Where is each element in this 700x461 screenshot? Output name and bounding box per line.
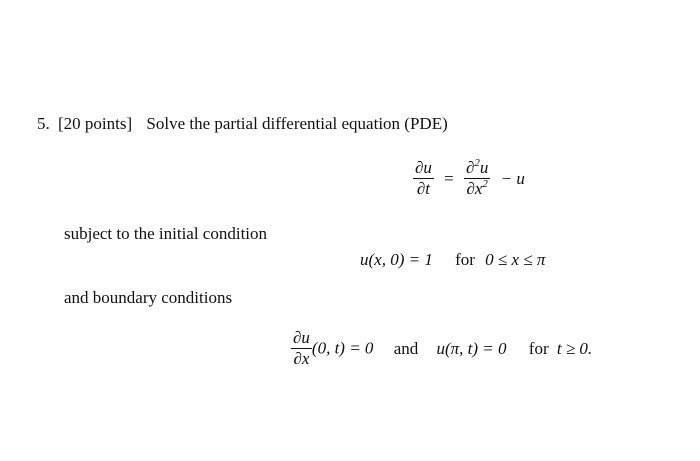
problem-header <box>37 114 448 134</box>
dx2-denominator: $\partial x^2$ <box>466 178 488 198</box>
boundary-conditions-label: and boundary conditions <box>64 288 233 307</box>
d2u-numerator: ∂$^2$u <box>466 157 489 177</box>
dt-denominator: ∂t <box>416 179 431 198</box>
du-dt-fraction <box>413 158 434 199</box>
initial-condition-equation <box>360 250 545 270</box>
problem-statement: Solve the partial differential equation (PDE) <box>146 114 448 133</box>
du-dx-numerator: ∂u <box>293 328 310 347</box>
du-dx-denominator: ∂x <box>293 349 310 368</box>
initial-for: for <box>455 250 475 269</box>
d2u-dx2-fraction <box>464 158 490 199</box>
boundary-conditions-equation <box>291 328 592 369</box>
boundary-and: and <box>393 338 419 358</box>
initial-lhs: u(x, 0) = 1 <box>360 250 433 269</box>
problem-points: [20 points] <box>58 114 133 133</box>
boundary-for: for <box>528 338 549 358</box>
boundary-range: t ≥ 0. <box>556 338 593 358</box>
boundary-cond2: u(π, t) = 0 <box>436 338 507 358</box>
equals-sign: = <box>444 168 454 188</box>
initial-condition-label: subject to the initial condition <box>64 224 268 243</box>
du-dx-fraction <box>291 328 312 369</box>
du-numerator: ∂u <box>415 158 432 177</box>
minus-u-term: − u <box>500 168 525 188</box>
initial-range: 0 ≤ x ≤ π <box>485 250 546 269</box>
boundary-cond1: (0, t) = 0 <box>311 338 374 358</box>
pde-equation <box>413 158 525 199</box>
problem-number: 5. <box>37 114 50 133</box>
